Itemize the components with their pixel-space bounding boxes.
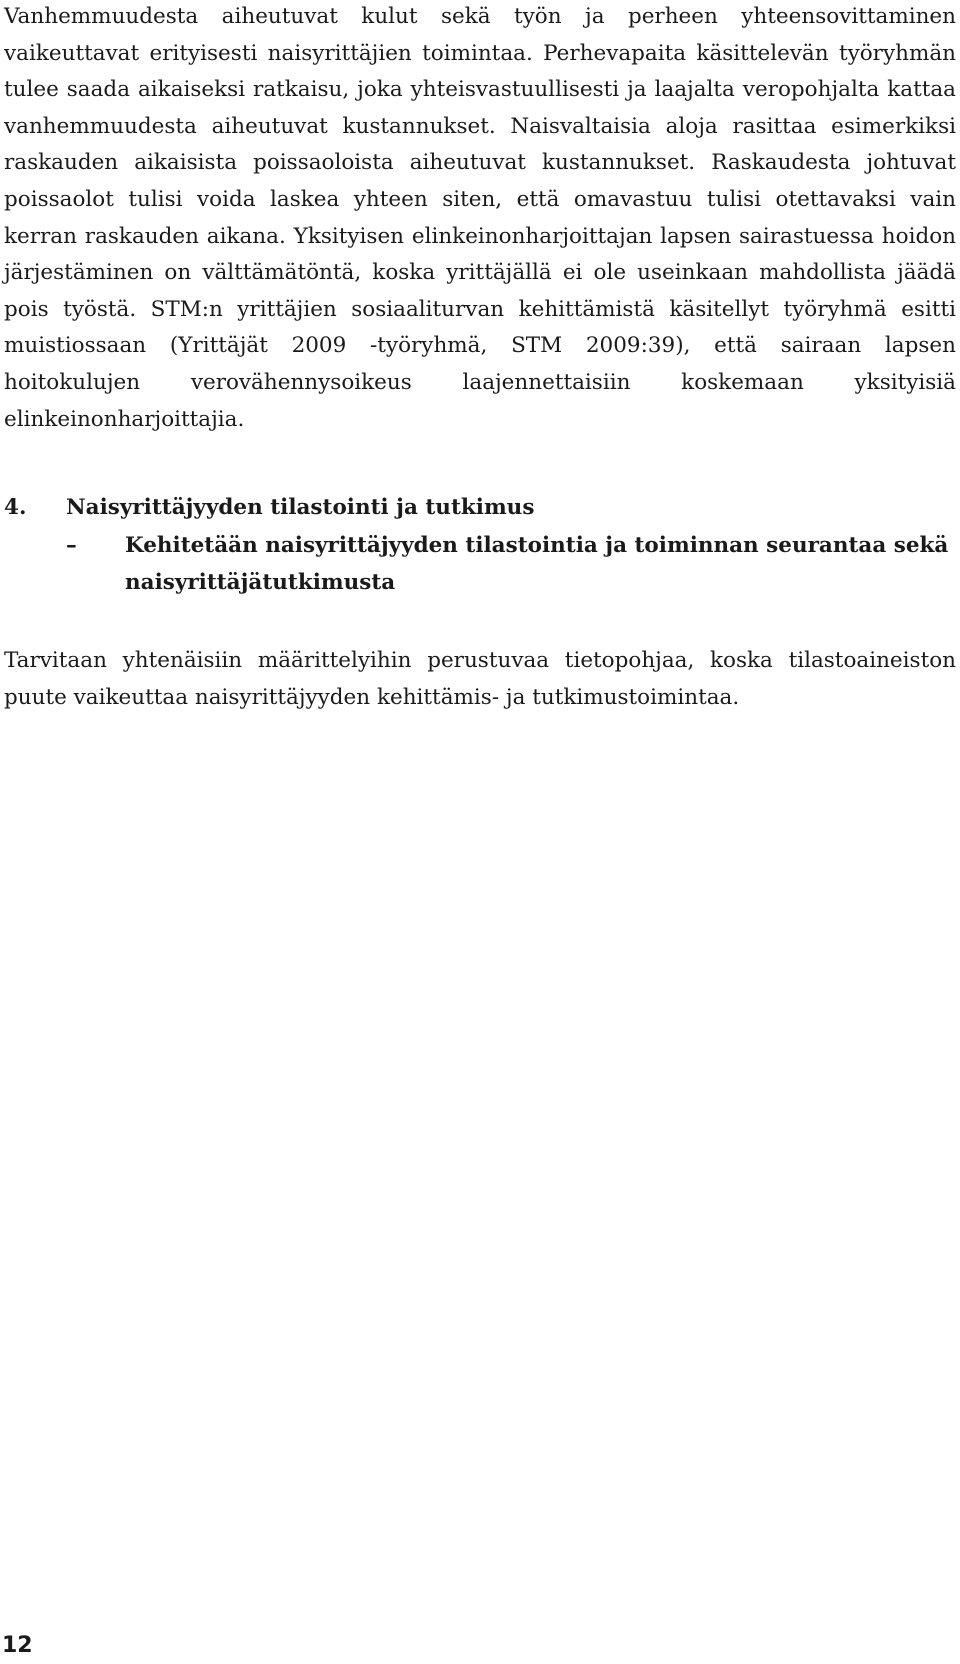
subsection-dash: – [66, 533, 77, 558]
section-title: Naisyrittäjyyden tilastointi ja tutkimus [66, 495, 535, 520]
page-number: 12 [2, 1633, 33, 1658]
subsection-title: Kehitetään naisyrittäjyyden tilastointia ja toiminnan seurantaa sekä naisyrittäjätutkimusta [125, 533, 949, 595]
body-paragraph-2: Tarvitaan yhtenäisiin määrittelyihin perustuvaa tietopohjaa, koska tilastoaineiston puute vaikeuttaa naisyrittäjyyden kehittämis- ja tutkimustoimintaa. [4, 648, 956, 710]
section-number: 4. [4, 495, 27, 520]
body-paragraph-1: Vanhemmuudesta aiheutuvat kulut sekä työn ja perheen yhteensovittaminen vaikeuttavat erityisesti naisyrittäjien toimintaa. Perhevapaita käsittelevän työryhmän tulee saada aikaiseksi ratkaisu, joka yhteisvastuullisesti ja laajalta veropohjalta kattaa vanhemmuudesta aiheutuvat kustannukset. Naisvaltaisia aloja rasittaa esimerkiksi raskauden aikaisista poissaoloista aiheutuvat kustannukset. Raskaudesta johtuvat poissaolot tulisi voida laskea yhteen siten, että omavastuu tulisi otettavaksi vain kerran raskauden aikana. Yksityisen elinkeinonharjoittajan lapsen sairastuessa hoidon järjestäminen on välttämätöntä, koska yrittäjällä ei ole useinkaan mahdollista jäädä pois työstä. STM:n yrittäjien sosiaaliturvan kehittämistä käsitellyt työryhmä esitti muistiossaan (Yrittäjät 2009 -työryhmä, STM 2009:39), että sairaan lapsen hoitokulujen verovähennysoikeus laajennettaisiin koskemaan yksityisiä elinkeinonharjoittajia. [4, 4, 956, 432]
